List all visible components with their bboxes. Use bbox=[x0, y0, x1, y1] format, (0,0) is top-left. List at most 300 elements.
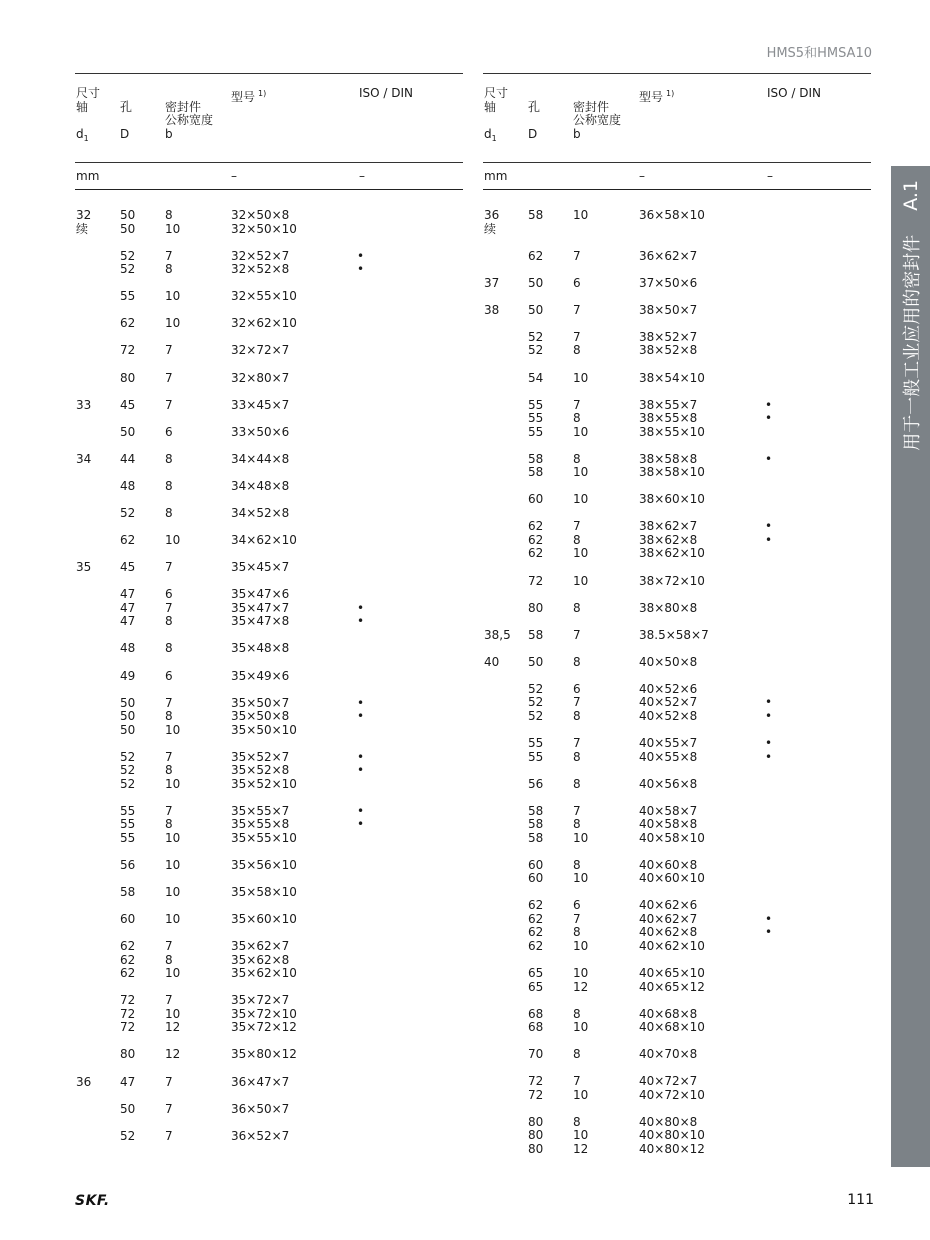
cell-width: 6 bbox=[165, 668, 173, 683]
cell-model: 38×50×7 bbox=[639, 302, 698, 317]
table-row bbox=[483, 817, 871, 831]
cell-width: 10 bbox=[165, 966, 181, 981]
skf-logo: SKF. bbox=[75, 1193, 110, 1209]
cell-model: 32×52×7 bbox=[231, 248, 290, 263]
table-row bbox=[483, 343, 871, 357]
cell-model: 40×80×8 bbox=[639, 1114, 698, 1129]
table-row bbox=[75, 763, 463, 777]
cell-width: 10 bbox=[573, 830, 589, 845]
table-row bbox=[483, 222, 871, 236]
cell-width: 7 bbox=[165, 939, 173, 954]
cell-model: 36×47×7 bbox=[231, 1074, 290, 1089]
cell-width: 10 bbox=[165, 722, 181, 737]
cell-bore: 52 bbox=[528, 681, 544, 696]
cell-model: 35×47×7 bbox=[231, 600, 290, 615]
cell-bore: 52 bbox=[120, 763, 136, 778]
header-bottom-rule bbox=[75, 162, 463, 163]
cell-width: 8 bbox=[165, 451, 173, 466]
cell-width: 8 bbox=[165, 262, 173, 277]
cell-shaft: 33 bbox=[76, 397, 92, 412]
cell-width: 10 bbox=[165, 289, 181, 304]
cell-width: 10 bbox=[165, 885, 181, 899]
cell-model: 40×65×10 bbox=[639, 966, 705, 980]
cell-model: 36×50×7 bbox=[231, 1101, 290, 1116]
cell-model: 40×58×7 bbox=[639, 803, 698, 818]
cell-bore: 55 bbox=[528, 397, 544, 412]
cell-model: 35×55×8 bbox=[231, 817, 290, 832]
cell-iso-mark: • bbox=[765, 708, 773, 723]
cell-width: 10 bbox=[165, 1006, 181, 1021]
cell-model: 35×80×12 bbox=[231, 1047, 297, 1062]
cell-bore: 55 bbox=[120, 817, 136, 832]
cell-model: 34×48×8 bbox=[231, 478, 290, 493]
cell-iso-mark: • bbox=[357, 763, 365, 778]
cell-bore: 50 bbox=[120, 1101, 136, 1116]
col-header-D: D bbox=[120, 127, 130, 141]
cell-model: 38×55×8 bbox=[639, 411, 698, 426]
table-row bbox=[483, 655, 871, 669]
table-row bbox=[483, 628, 871, 642]
cell-model: 40×52×8 bbox=[639, 708, 698, 723]
cell-model: 35×62×10 bbox=[231, 966, 297, 981]
cell-bore: 50 bbox=[528, 302, 544, 317]
cell-width: 10 bbox=[573, 492, 589, 507]
cell-iso-mark: • bbox=[357, 749, 365, 764]
cell-model: 38×55×10 bbox=[639, 424, 705, 439]
cell-width: 7 bbox=[165, 370, 173, 385]
cell-model: 35×48×8 bbox=[231, 641, 290, 656]
cell-width: 8 bbox=[573, 343, 581, 358]
cell-width: 10 bbox=[573, 1087, 589, 1102]
table-row bbox=[483, 939, 871, 953]
cell-bore: 58 bbox=[528, 803, 544, 818]
unit-label: mm bbox=[76, 169, 100, 183]
cell-bore: 52 bbox=[120, 262, 136, 277]
cell-iso-mark: • bbox=[765, 451, 773, 466]
unit-dash-iso: – bbox=[767, 169, 773, 183]
cell-model: 40×52×7 bbox=[639, 695, 698, 710]
cell-width: 6 bbox=[165, 587, 173, 602]
table-row bbox=[75, 993, 463, 1007]
cell-bore: 72 bbox=[528, 573, 544, 588]
cell-model: 34×52×8 bbox=[231, 506, 290, 520]
table-row bbox=[75, 858, 463, 872]
cell-model: 32×52×8 bbox=[231, 262, 290, 277]
cell-shaft: 续 bbox=[76, 221, 89, 236]
cell-width: 10 bbox=[165, 830, 181, 845]
cell-width: 7 bbox=[165, 1128, 173, 1143]
cell-bore: 80 bbox=[120, 370, 136, 385]
cell-model: 35×52×8 bbox=[231, 763, 290, 778]
table-row bbox=[483, 682, 871, 696]
cell-width: 8 bbox=[165, 208, 173, 222]
cell-bore: 72 bbox=[120, 993, 136, 1008]
cell-width: 12 bbox=[573, 979, 589, 994]
cell-bore: 55 bbox=[120, 830, 136, 845]
table-row bbox=[75, 696, 463, 710]
cell-bore: 49 bbox=[120, 668, 136, 683]
cell-bore: 55 bbox=[120, 289, 136, 304]
cell-width: 8 bbox=[165, 817, 173, 832]
cell-model: 40×60×8 bbox=[639, 857, 698, 872]
table-row bbox=[483, 276, 871, 290]
cell-bore: 72 bbox=[528, 1074, 544, 1089]
cell-model: 35×49×6 bbox=[231, 668, 290, 683]
cell-model: 35×52×7 bbox=[231, 749, 290, 764]
col-header-shaft: 尺寸 轴 bbox=[484, 86, 509, 114]
cell-model: 35×72×10 bbox=[231, 1006, 297, 1021]
cell-model: 32×50×8 bbox=[231, 208, 290, 222]
table-row bbox=[483, 303, 871, 317]
cell-width: 7 bbox=[165, 397, 173, 412]
cell-model: 38×62×7 bbox=[639, 519, 698, 534]
unit-bottom-rule bbox=[483, 189, 871, 190]
col-header-D: D bbox=[528, 127, 538, 141]
chapter-tab-label: 用于一般工业应用的密封件 bbox=[901, 234, 923, 451]
table-row bbox=[75, 1075, 463, 1089]
table-row bbox=[75, 601, 463, 615]
cell-width: 12 bbox=[573, 1141, 589, 1156]
table-row bbox=[75, 939, 463, 953]
table-row bbox=[483, 465, 871, 479]
cell-model: 40×68×10 bbox=[639, 1020, 705, 1035]
cell-model: 33×45×7 bbox=[231, 397, 290, 412]
cell-width: 8 bbox=[165, 952, 173, 967]
cell-model: 38×54×10 bbox=[639, 370, 705, 385]
col-header-b: b bbox=[573, 127, 581, 141]
cell-bore: 48 bbox=[120, 641, 136, 656]
col-header-d1: $d_1$ bbox=[76, 127, 89, 143]
cell-bore: 62 bbox=[120, 533, 136, 548]
cell-bore: 44 bbox=[120, 451, 136, 466]
cell-width: 7 bbox=[165, 1074, 173, 1089]
table-row bbox=[483, 1074, 871, 1088]
cell-width: 6 bbox=[165, 424, 173, 439]
table-row bbox=[75, 289, 463, 303]
table-row bbox=[483, 208, 871, 222]
table-row bbox=[75, 587, 463, 601]
table-row bbox=[483, 750, 871, 764]
cell-model: 35×50×10 bbox=[231, 722, 297, 737]
cell-bore: 65 bbox=[528, 979, 544, 994]
cell-model: 38×72×10 bbox=[639, 573, 705, 588]
cell-width: 8 bbox=[573, 817, 581, 832]
cell-shaft: 34 bbox=[76, 451, 92, 466]
cell-model: 38.5×58×7 bbox=[639, 627, 709, 642]
cell-width: 10 bbox=[165, 533, 181, 548]
cell-model: 40×80×10 bbox=[639, 1128, 705, 1143]
cell-bore: 50 bbox=[528, 275, 544, 290]
cell-model: 40×72×10 bbox=[639, 1087, 705, 1102]
table-row bbox=[483, 925, 871, 939]
cell-width: 7 bbox=[573, 329, 581, 344]
cell-bore: 80 bbox=[528, 600, 544, 615]
table-row bbox=[75, 750, 463, 764]
cell-bore: 56 bbox=[528, 776, 544, 791]
table-row bbox=[75, 262, 463, 276]
table-row bbox=[75, 709, 463, 723]
cell-bore: 52 bbox=[120, 1128, 136, 1143]
cell-bore: 62 bbox=[528, 519, 544, 534]
cell-model: 40×62×10 bbox=[639, 938, 705, 953]
cell-model: 35×58×10 bbox=[231, 885, 297, 899]
table-row bbox=[483, 371, 871, 385]
table-row bbox=[75, 560, 463, 574]
header-bottom-rule bbox=[483, 162, 871, 163]
cell-bore: 55 bbox=[528, 411, 544, 426]
cell-shaft: 37 bbox=[484, 275, 500, 290]
cell-bore: 55 bbox=[528, 736, 544, 750]
cell-iso-mark: • bbox=[765, 532, 773, 547]
table-row bbox=[483, 777, 871, 791]
cell-width: 10 bbox=[165, 221, 181, 236]
cell-model: 35×50×8 bbox=[231, 709, 290, 724]
cell-iso-mark: • bbox=[765, 911, 773, 926]
cell-bore: 62 bbox=[528, 532, 544, 547]
cell-bore: 45 bbox=[120, 397, 136, 412]
cell-width: 8 bbox=[573, 654, 581, 669]
cell-model: 40×72×7 bbox=[639, 1074, 698, 1089]
cell-model: 34×44×8 bbox=[231, 451, 290, 466]
cell-bore: 45 bbox=[120, 560, 136, 575]
cell-iso-mark: • bbox=[357, 600, 365, 615]
cell-model: 37×50×6 bbox=[639, 275, 698, 290]
cell-bore: 62 bbox=[120, 966, 136, 981]
cell-width: 7 bbox=[165, 695, 173, 710]
cell-width: 12 bbox=[165, 1047, 181, 1062]
cell-model: 35×55×7 bbox=[231, 803, 290, 818]
cell-width: 7 bbox=[165, 600, 173, 615]
cell-width: 10 bbox=[573, 938, 589, 953]
cell-shaft: 续 bbox=[484, 221, 497, 236]
cell-width: 6 bbox=[573, 275, 581, 290]
table-row bbox=[75, 1047, 463, 1061]
table-row bbox=[483, 1115, 871, 1129]
table-row bbox=[483, 831, 871, 845]
cell-model: 40×65×12 bbox=[639, 979, 705, 994]
cell-width: 8 bbox=[573, 749, 581, 764]
cell-bore: 52 bbox=[120, 749, 136, 764]
cell-iso-mark: • bbox=[765, 519, 773, 534]
cell-model: 32×72×7 bbox=[231, 343, 290, 358]
table-row bbox=[483, 1142, 871, 1156]
cell-width: 8 bbox=[573, 1114, 581, 1129]
cell-bore: 72 bbox=[120, 1006, 136, 1021]
cell-bore: 58 bbox=[528, 817, 544, 832]
table-row bbox=[483, 898, 871, 912]
cell-iso-mark: • bbox=[357, 695, 365, 710]
cell-width: 8 bbox=[573, 857, 581, 872]
cell-bore: 47 bbox=[120, 587, 136, 602]
cell-bore: 80 bbox=[528, 1114, 544, 1129]
cell-model: 36×58×10 bbox=[639, 208, 705, 222]
col-header-b: b bbox=[165, 127, 173, 141]
cell-bore: 54 bbox=[528, 370, 544, 385]
cell-bore: 48 bbox=[120, 478, 136, 493]
cell-model: 36×62×7 bbox=[639, 248, 698, 263]
cell-bore: 68 bbox=[528, 1020, 544, 1035]
cell-bore: 62 bbox=[528, 938, 544, 953]
cell-model: 33×50×6 bbox=[231, 424, 290, 439]
cell-model: 38×52×8 bbox=[639, 343, 698, 358]
table-row bbox=[483, 533, 871, 547]
cell-model: 32×55×10 bbox=[231, 289, 297, 304]
cell-bore: 65 bbox=[528, 966, 544, 980]
cell-model: 35×60×10 bbox=[231, 912, 297, 927]
cell-bore: 47 bbox=[120, 614, 136, 629]
cell-model: 40×62×6 bbox=[639, 898, 698, 913]
cell-model: 40×80×12 bbox=[639, 1141, 705, 1156]
table-row bbox=[75, 425, 463, 439]
cell-width: 8 bbox=[165, 506, 173, 520]
col-header-shaft: 尺寸 轴 bbox=[76, 86, 101, 114]
cell-shaft: 40 bbox=[484, 654, 500, 669]
cell-bore: 62 bbox=[528, 546, 544, 561]
table-row bbox=[483, 249, 871, 263]
cell-width: 12 bbox=[165, 1020, 181, 1035]
cell-shaft: 36 bbox=[484, 208, 500, 222]
cell-model: 40×68×8 bbox=[639, 1006, 698, 1021]
table-row bbox=[483, 519, 871, 533]
page-number: 111 bbox=[847, 1192, 874, 1208]
table-row bbox=[75, 1102, 463, 1116]
table-top-rule bbox=[483, 73, 871, 74]
cell-model: 34×62×10 bbox=[231, 533, 297, 548]
table-row bbox=[483, 330, 871, 344]
cell-width: 7 bbox=[573, 803, 581, 818]
cell-bore: 52 bbox=[528, 343, 544, 358]
cell-width: 10 bbox=[165, 857, 181, 872]
table-row bbox=[75, 452, 463, 466]
table-row bbox=[75, 533, 463, 547]
cell-width: 8 bbox=[165, 763, 173, 778]
cell-bore: 50 bbox=[120, 722, 136, 737]
cell-model: 38×58×8 bbox=[639, 451, 698, 466]
cell-width: 7 bbox=[165, 248, 173, 263]
cell-model: 35×62×7 bbox=[231, 939, 290, 954]
table-row bbox=[483, 546, 871, 560]
cell-width: 8 bbox=[165, 614, 173, 629]
cell-width: 8 bbox=[573, 776, 581, 791]
table-row bbox=[483, 695, 871, 709]
cell-shaft: 32 bbox=[76, 208, 92, 222]
table-top-rule bbox=[75, 73, 463, 74]
col-header-model: 型号 $^{1)}$ bbox=[639, 89, 675, 104]
table-row bbox=[483, 804, 871, 818]
table-row bbox=[483, 1007, 871, 1021]
cell-iso-mark: • bbox=[765, 411, 773, 426]
cell-width: 10 bbox=[573, 546, 589, 561]
col-header-bore: 孔 bbox=[528, 99, 541, 114]
document-header-title: HMS5和HMSA10 bbox=[766, 46, 872, 61]
cell-bore: 62 bbox=[528, 898, 544, 913]
cell-bore: 60 bbox=[528, 871, 544, 886]
cell-bore: 50 bbox=[120, 695, 136, 710]
cell-bore: 62 bbox=[120, 952, 136, 967]
table-row bbox=[75, 249, 463, 263]
cell-shaft: 35 bbox=[76, 560, 92, 575]
cell-model: 38×62×8 bbox=[639, 532, 698, 547]
cell-bore: 52 bbox=[528, 708, 544, 723]
cell-bore: 68 bbox=[528, 1006, 544, 1021]
cell-bore: 50 bbox=[120, 221, 136, 236]
table-row bbox=[483, 709, 871, 723]
cell-width: 10 bbox=[573, 370, 589, 385]
cell-width: 7 bbox=[165, 343, 173, 358]
cell-model: 36×52×7 bbox=[231, 1128, 290, 1143]
cell-width: 8 bbox=[573, 1047, 581, 1062]
table-row bbox=[483, 411, 871, 425]
cell-bore: 58 bbox=[528, 208, 544, 222]
cell-model: 35×72×12 bbox=[231, 1020, 297, 1035]
table-row bbox=[75, 398, 463, 412]
cell-width: 7 bbox=[165, 560, 173, 575]
cell-model: 40×60×10 bbox=[639, 871, 705, 886]
table-row bbox=[483, 966, 871, 980]
table-row bbox=[75, 912, 463, 926]
cell-bore: 62 bbox=[528, 248, 544, 263]
table-row bbox=[483, 601, 871, 615]
cell-width: 8 bbox=[165, 641, 173, 656]
table-row bbox=[75, 1007, 463, 1021]
col-header-bore: 孔 bbox=[120, 99, 133, 114]
cell-bore: 47 bbox=[120, 600, 136, 615]
cell-bore: 58 bbox=[528, 451, 544, 466]
col-header-iso: ISO / DIN bbox=[359, 86, 414, 100]
cell-model: 40×56×8 bbox=[639, 776, 698, 791]
table-row bbox=[483, 736, 871, 750]
col-header-iso: ISO / DIN bbox=[767, 86, 822, 100]
cell-bore: 80 bbox=[528, 1141, 544, 1156]
cell-width: 8 bbox=[573, 925, 581, 940]
cell-bore: 52 bbox=[528, 329, 544, 344]
table-row bbox=[75, 1020, 463, 1034]
cell-width: 7 bbox=[573, 736, 581, 750]
cell-width: 10 bbox=[573, 1020, 589, 1035]
cell-model: 35×50×7 bbox=[231, 695, 290, 710]
table-row bbox=[483, 1047, 871, 1061]
cell-model: 32×50×10 bbox=[231, 221, 297, 236]
cell-width: 7 bbox=[573, 397, 581, 412]
chapter-tab-code: A.1 bbox=[899, 180, 922, 211]
table-row bbox=[75, 479, 463, 493]
cell-width: 7 bbox=[573, 695, 581, 710]
cell-width: 10 bbox=[165, 912, 181, 927]
cell-model: 38×52×7 bbox=[639, 329, 698, 344]
cell-model: 40×58×10 bbox=[639, 830, 705, 845]
table-row bbox=[75, 371, 463, 385]
cell-width: 8 bbox=[573, 411, 581, 426]
cell-bore: 55 bbox=[528, 749, 544, 764]
table-row bbox=[75, 208, 463, 222]
cell-model: 35×47×8 bbox=[231, 614, 290, 629]
cell-iso-mark: • bbox=[765, 397, 773, 412]
cell-bore: 58 bbox=[528, 627, 544, 642]
cell-width: 10 bbox=[573, 208, 589, 222]
unit-dash-model: – bbox=[639, 169, 645, 183]
cell-model: 40×70×8 bbox=[639, 1047, 698, 1062]
cell-bore: 72 bbox=[120, 343, 136, 358]
cell-width: 7 bbox=[573, 519, 581, 534]
cell-width: 8 bbox=[573, 708, 581, 723]
cell-model: 35×56×10 bbox=[231, 857, 297, 872]
table-row bbox=[483, 912, 871, 926]
unit-dash-model: – bbox=[231, 169, 237, 183]
cell-model: 38×80×8 bbox=[639, 600, 698, 615]
cell-iso-mark: • bbox=[357, 262, 365, 277]
table-row bbox=[75, 669, 463, 683]
table-row bbox=[75, 777, 463, 791]
